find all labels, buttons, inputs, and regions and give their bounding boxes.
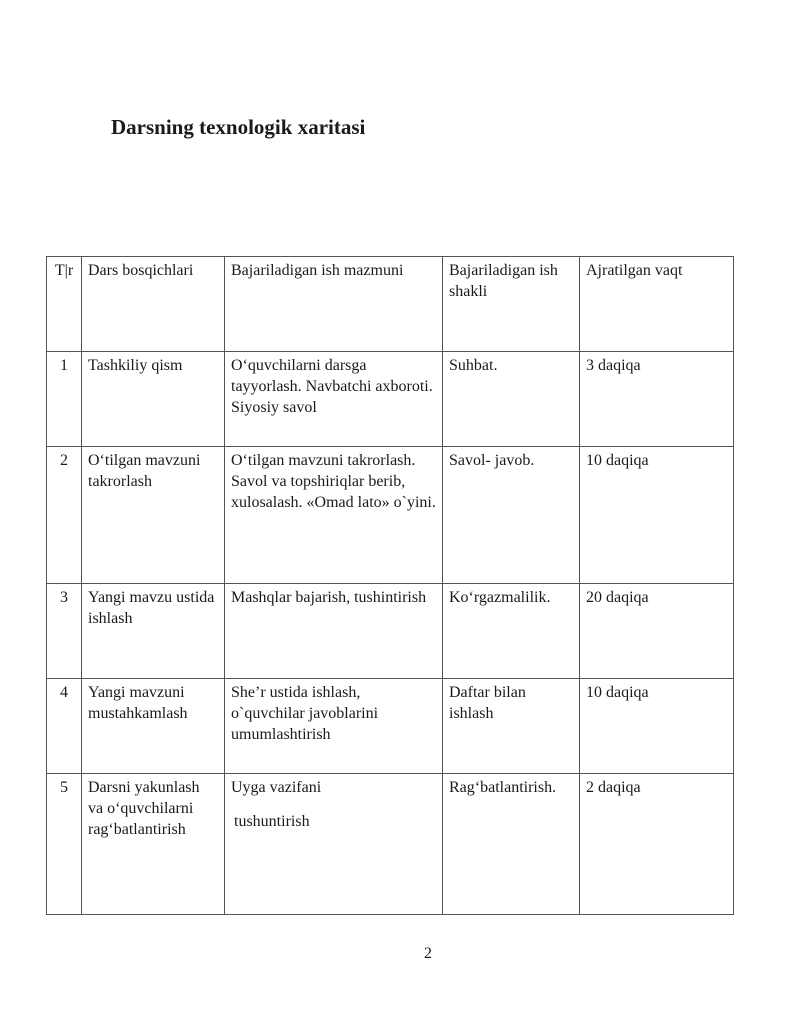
row-form: Ko‘rgazmalilik. <box>443 584 580 679</box>
row-time: 2 daqiqa <box>580 774 734 915</box>
row-form: Savol- javob. <box>443 447 580 584</box>
row-stage: Tashkiliy qism <box>82 352 225 447</box>
row-form: Rag‘batlantirish. <box>443 774 580 915</box>
row-stage: Yangi mavzuni mustahkamlash <box>82 679 225 774</box>
row-stage: Yangi mavzu ustida ishlash <box>82 584 225 679</box>
header-content: Bajariladigan ish mazmuni <box>225 257 443 352</box>
row-time: 20 daqiqa <box>580 584 734 679</box>
row-content: Mashqlar bajarish, tushintirish <box>225 584 443 679</box>
row-stage: Darsni yakunlash va o‘quvchilarni rag‘batlantirish <box>82 774 225 915</box>
row-content: O‘quvchilarni darsga tayyorlash. Navbatchi axboroti. Siyosiy savol <box>225 352 443 447</box>
row-number: 3 <box>47 584 82 679</box>
header-stage: Dars bosqichlari <box>82 257 225 352</box>
page-number: 2 <box>424 945 432 962</box>
header-number: T|r <box>47 257 82 352</box>
header-form: Bajariladigan ish shakli <box>443 257 580 352</box>
row-time: 10 daqiqa <box>580 679 734 774</box>
row-stage: O‘tilgan mavzuni takrorlash <box>82 447 225 584</box>
row-content: She’r ustida ishlash, o`quvchilar javoblarini umumlashtirish <box>225 679 443 774</box>
row-time: 3 daqiqa <box>580 352 734 447</box>
table-row <box>47 774 734 915</box>
row-content <box>225 774 443 915</box>
table-row <box>47 679 734 774</box>
row-time: 10 daqiqa <box>580 447 734 584</box>
row-content: O‘tilgan mavzuni takrorlash. Savol va topshiriqlar berib, xulosalash. «Omad lato» o`yini. <box>225 447 443 584</box>
page-title: Darsning texnologik xaritasi <box>111 115 366 139</box>
technology-map-table <box>46 256 734 915</box>
row-number: 5 <box>47 774 82 915</box>
row-number: 4 <box>47 679 82 774</box>
row-number: 1 <box>47 352 82 447</box>
table-header-row <box>47 257 734 352</box>
table-row <box>47 447 734 584</box>
table-row <box>47 352 734 447</box>
row-content-line: Uyga vazifani <box>231 779 322 796</box>
table-row <box>47 584 734 679</box>
row-form: Suhbat. <box>443 352 580 447</box>
row-number: 2 <box>47 447 82 584</box>
row-form: Daftar bilan ishlash <box>443 679 580 774</box>
header-time: Ajratilgan vaqt <box>580 257 734 352</box>
row-content-line-extra: tushuntirish <box>234 813 310 830</box>
